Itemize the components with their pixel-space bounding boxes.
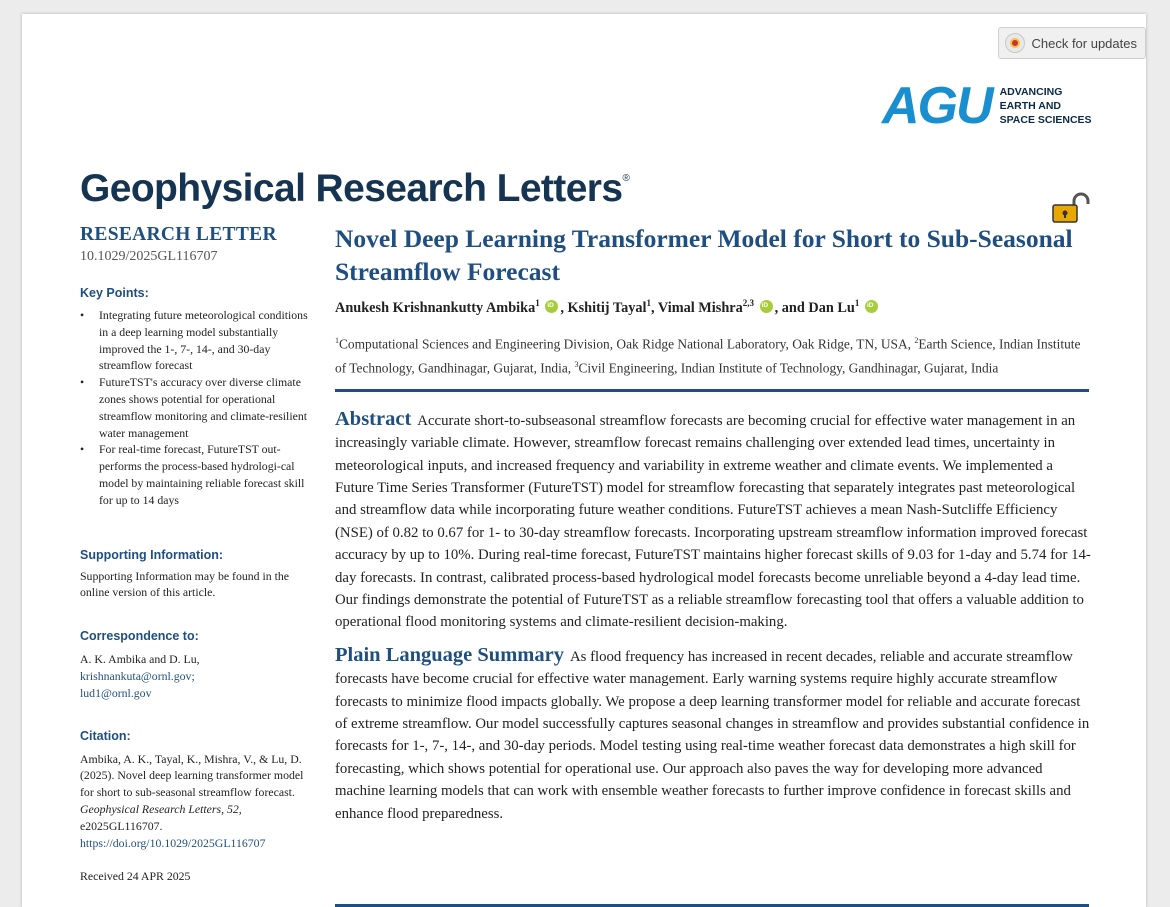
citation-heading: Citation: — [80, 728, 131, 743]
paper-page — [22, 14, 1146, 907]
plain-language-summary-section — [335, 644, 1091, 825]
affil-sup: 3 — [574, 359, 579, 369]
pls-heading: Plain Language Summary — [335, 643, 564, 666]
citation-id: e2025GL116707. — [80, 818, 163, 833]
author-name: Anukesh Krishnankutty Ambika — [335, 299, 536, 316]
citation-text — [80, 751, 310, 852]
author-name: Kshitij Tayal — [567, 299, 647, 316]
affiliation: Civil Engineering, Indian Institute of Technology, Gandhinagar, Gujarat, India — [578, 360, 999, 376]
orcid-icon[interactable] — [545, 300, 558, 313]
key-point: • Integrating future meteorological conditions in a deep learning model substantially improved the 1-, 7-, 14-, and 30-day streamflow forecast — [80, 307, 310, 374]
author-affil-sup: 2,3 — [742, 298, 755, 308]
key-points-heading: Key Points: — [80, 286, 149, 300]
header-divider — [335, 389, 1089, 392]
key-point: • For real-time forecast, FutureTST out-performs the process-based hydrologi-cal model by maintaining reliable forecast skill for up to 14 days — [80, 441, 310, 508]
citation-doi-link[interactable]: https://doi.org/10.1029/2025GL116707 — [80, 835, 266, 850]
correspondence-heading: Correspondence to: — [80, 629, 199, 644]
correspondence-email-link[interactable]: krishnankuta@ornl.gov; — [80, 668, 195, 683]
affiliation: Earth Science, Indian Institute of Technology, Gandhinagar, Gujarat, India, — [335, 336, 1081, 376]
correspondence-names: A. K. Ambika and D. Lu, — [80, 652, 200, 667]
affil-sup: 1 — [335, 335, 339, 345]
orcid-icon[interactable] — [865, 300, 878, 313]
journal-name: Geophysical Research Letters — [80, 167, 623, 210]
agu-tagline-line: ADVANCING — [999, 86, 1063, 98]
author-affil-sup: 1 — [535, 298, 540, 308]
affil-sup: 2 — [914, 335, 919, 345]
agu-tagline-line: SPACE SCIENCES — [999, 114, 1092, 126]
author-affil-sup: 1 — [646, 298, 652, 308]
affiliation: Computational Sciences and Engineering Division, Oak Ridge National Laboratory, Oak Ridge, TN, USA, — [339, 336, 915, 352]
correspondence-email-link[interactable]: lud1@ornl.gov — [80, 685, 152, 700]
author-name: Vimal Mishra — [657, 299, 743, 316]
agu-tagline — [1000, 85, 1092, 127]
citation-body: Ambika, A. K., Tayal, K., Mishra, V., & Lu, D. (2025). Novel deep learning transformer model for short to sub-seasonal streamflow forecast. — [80, 751, 304, 800]
left-sidebar — [80, 226, 310, 885]
key-points-list — [80, 307, 310, 509]
key-point: • FutureTST's accuracy over diverse climate zones shows potential for operational streamflow monitoring and climate-resilient water management — [80, 374, 310, 441]
author-name: and Dan Lu — [781, 299, 855, 316]
citation-journal: Geophysical Research Letters — [80, 801, 222, 816]
abstract-section — [335, 408, 1091, 634]
crossmark-icon — [1005, 33, 1025, 53]
article-doi: 10.1029/2025GL116707 — [80, 249, 218, 264]
abstract-heading: Abstract — [335, 407, 412, 430]
article-title: Novel Deep Learning Transformer Model for Short to Sub-Seasonal Streamflow Forecast — [335, 224, 1073, 286]
article-type: RESEARCH LETTER — [80, 224, 277, 245]
check-for-updates-button[interactable] — [998, 27, 1146, 59]
pls-text: As flood frequency has increased in recent decades, reliable and accurate streamflow forecasts have become crucial for effective water management. Early warning systems require highly accurate streamflow forecasts to minimize flood impacts globally. We propose a deep learning transformer model for reliable and accurate forecast of extreme streamflow. Our model successfully captures seasonal changes in streamflow and provides substantial confidence in forecasts for 1-, 7-, 14-, and 30-day periods. Model testing using real-time weather forecast data demonstrates a high skill for forecasting, which shows potential for operational use. Our approach also paves the way for developing more advanced machine learning models that can work with ensemble weather forecasts to further improve confidence in forecast skills and enhance flood preparedness. — [335, 648, 1090, 822]
supporting-info-text: Supporting Information may be found in the online version of this article. — [80, 568, 290, 600]
abstract-text: Accurate short-to-subseasonal streamflow forecasts are becoming crucial for effective water management in an increasingly variable climate. However, streamflow forecast remains challenging over extended lead times, uncertainty in meteorological inputs, and increased frequency and variability in extreme weather and climate events. We implemented a Future Time Series Transformer (FutureTST) model for streamflow forecasting that separately integrates past meteorological and streamflow data while incorporating future weather conditions. FutureTST achieves a mean Nash-Sutcliffe Efficiency (NSE) of 0.82 to 0.67 for 1- to 30-day streamflow forecasts. Incorporating upstream streamflow information improved forecast accuracy by up to 10%. During real-time forecast, FutureTST maintains higher forecast skills of 9.03 for 1-day and 5.74 for 14-day forecasts. In contrast, calibrated process-based hydrological model forecasts become unreliable beyond a 4-day lead time. Our findings demonstrate the potential of FutureTST as a reliable streamflow forecasting tool that offers a valuable addition to operational flood monitoring systems and climate-resilient decision-making. — [335, 412, 1091, 631]
journal-title — [80, 167, 629, 211]
supporting-info-heading: Supporting Information: — [80, 547, 224, 562]
author-affil-sup: 1 — [854, 298, 860, 308]
check-for-updates-label: Check for updates — [1031, 35, 1137, 51]
article-main — [335, 222, 1091, 825]
citation-volume: , 52, — [221, 801, 242, 816]
registered-mark: ® — [622, 173, 630, 184]
orcid-icon[interactable] — [760, 300, 773, 313]
agu-logo-mark: AGU — [882, 77, 992, 135]
agu-logo — [882, 77, 1092, 135]
agu-tagline-line: EARTH AND — [999, 100, 1062, 112]
affiliations — [335, 331, 1091, 379]
received-date: Received 24 APR 2025 — [80, 869, 191, 884]
author-list: Anukesh Krishnankutty Ambika$^1$ iD , Kshitij Tayal$^1$, Vimal Mishra$^{2,3}$ iD , and Dan Lu$^1$ iD — [335, 298, 1091, 317]
